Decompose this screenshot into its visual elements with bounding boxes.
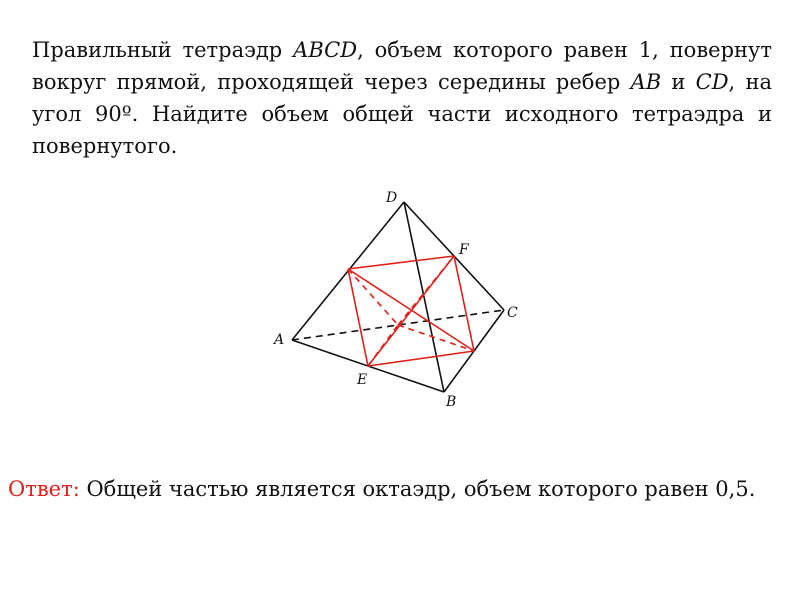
vertex-label-b: B	[446, 394, 457, 410]
oct-edge-1	[348, 256, 454, 269]
tetrahedron-edges	[292, 202, 504, 392]
vertex-label-d: D	[386, 190, 398, 206]
problem-text-1: Правильный тетраэдр	[32, 38, 294, 62]
edge-db	[404, 202, 444, 392]
answer-line	[8, 474, 788, 504]
answer-label: Ответ:	[8, 477, 80, 501]
answer-text: Общей частью является октаэдр, объем которого равен 0,5.	[79, 477, 756, 501]
problem-text-4: , на угол 90º. Найдите объем общей части исходного тетраэдра и повернутого.	[32, 70, 772, 158]
oct-edge-2	[454, 256, 474, 351]
edge-cd-name: CD	[695, 70, 729, 94]
oct-hidden-2	[398, 325, 474, 351]
vertex-label-e: E	[357, 372, 368, 388]
tetrahedron-diagram	[260, 180, 540, 410]
vertex-label-f: F	[459, 242, 469, 258]
octahedron-edges	[348, 256, 474, 366]
tetrahedron-figure	[260, 180, 540, 410]
tetrahedron-name: ABCD	[293, 38, 358, 62]
oct-edge-4	[348, 269, 368, 366]
oct-edge-3	[368, 351, 474, 366]
problem-text-2: , объем которого равен 1, повернут вокруг прямой, проходящей через середины ребер	[32, 38, 772, 94]
edge-ab-name: AB	[630, 70, 662, 94]
vertex-label-a: A	[274, 332, 285, 348]
problem-statement	[32, 34, 772, 162]
vertex-label-c: C	[507, 305, 518, 321]
problem-text-3: и	[661, 70, 696, 94]
